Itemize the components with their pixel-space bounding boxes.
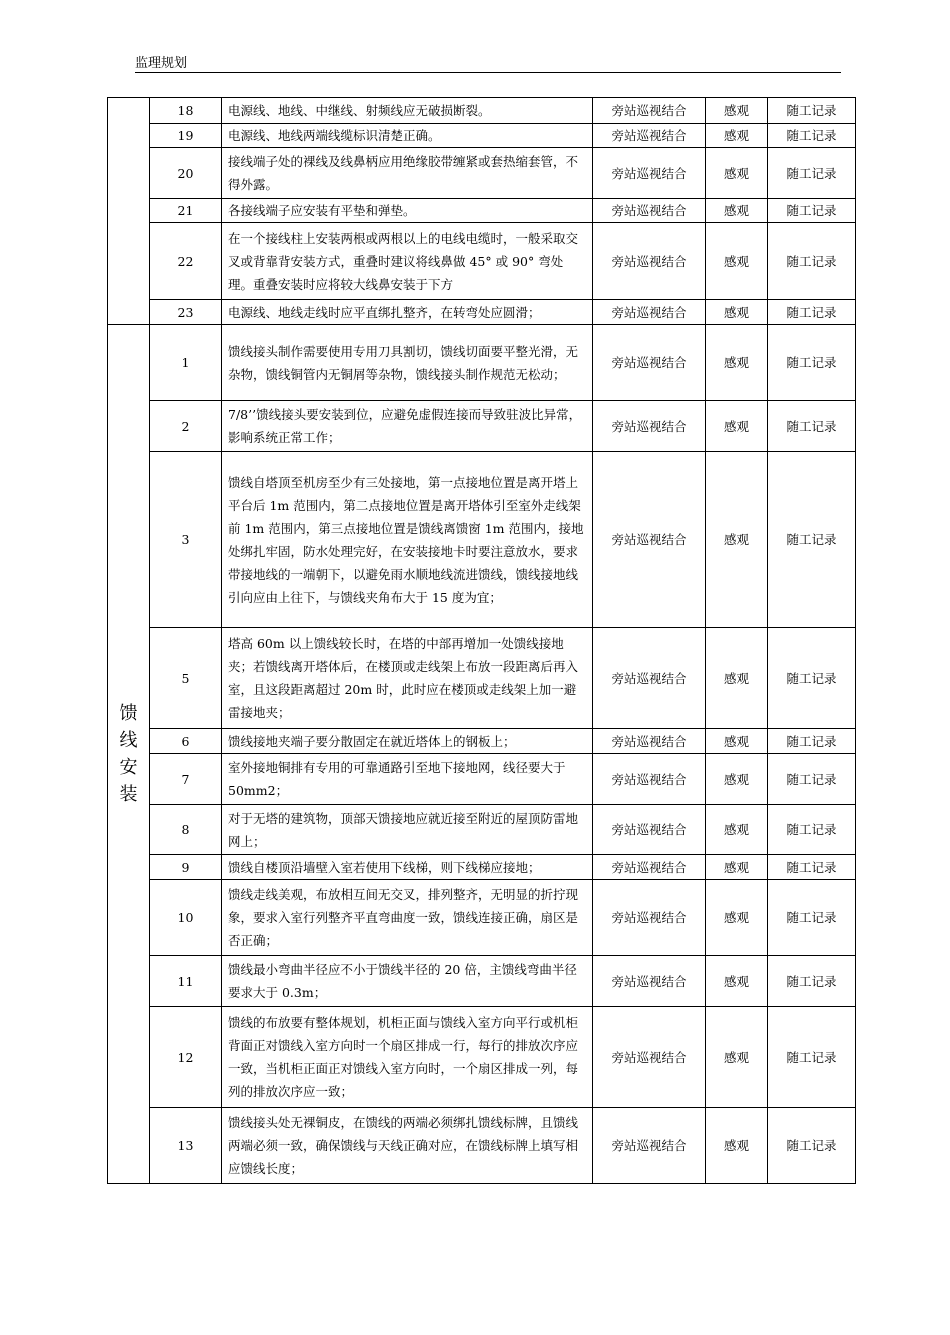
item-number: 18 bbox=[150, 98, 222, 124]
item-content: 馈线的布放要有整体规划，机柜正面与馈线入室方向平行或机柜背面正对馈线入室方向时一个扇区排成一行，每行的排放次序应一致，当机柜正面正对馈线入室方向时，一个扇区排成一列，每列的排放次序应一致； bbox=[222, 1007, 593, 1108]
table-row bbox=[108, 148, 856, 199]
item-content: 馈线自楼顶沿墙壁入室若使用下线梯，则下线梯应接地； bbox=[222, 855, 593, 880]
table-row bbox=[108, 124, 856, 148]
item-record: 随工记录 bbox=[768, 124, 856, 148]
category-cell-empty bbox=[108, 98, 150, 325]
item-record: 随工记录 bbox=[768, 300, 856, 325]
item-check: 感观 bbox=[706, 300, 768, 325]
item-check: 感观 bbox=[706, 729, 768, 754]
item-method: 旁站巡视结合 bbox=[593, 401, 706, 452]
item-number: 9 bbox=[150, 855, 222, 880]
item-method: 旁站巡视结合 bbox=[593, 452, 706, 628]
item-record: 随工记录 bbox=[768, 628, 856, 729]
table-row bbox=[108, 628, 856, 729]
item-number: 7 bbox=[150, 754, 222, 805]
item-method: 旁站巡视结合 bbox=[593, 98, 706, 124]
inspection-table bbox=[107, 97, 856, 1184]
item-record: 随工记录 bbox=[768, 401, 856, 452]
item-method: 旁站巡视结合 bbox=[593, 1108, 706, 1184]
item-method: 旁站巡视结合 bbox=[593, 754, 706, 805]
item-check: 感观 bbox=[706, 805, 768, 855]
table-row bbox=[108, 956, 856, 1007]
item-number: 2 bbox=[150, 401, 222, 452]
item-record: 随工记录 bbox=[768, 805, 856, 855]
item-method: 旁站巡视结合 bbox=[593, 199, 706, 223]
item-check: 感观 bbox=[706, 855, 768, 880]
item-number: 8 bbox=[150, 805, 222, 855]
item-method: 旁站巡视结合 bbox=[593, 325, 706, 401]
item-check: 感观 bbox=[706, 223, 768, 300]
table-row bbox=[108, 452, 856, 628]
item-check: 感观 bbox=[706, 124, 768, 148]
table-row bbox=[108, 98, 856, 124]
item-method: 旁站巡视结合 bbox=[593, 880, 706, 956]
item-method: 旁站巡视结合 bbox=[593, 855, 706, 880]
item-check: 感观 bbox=[706, 956, 768, 1007]
item-record: 随工记录 bbox=[768, 1108, 856, 1184]
item-content: 馈线接头处无裸铜皮，在馈线的两端必须绑扎馈线标牌，且馈线两端必须一致，确保馈线与天线正确对应，在馈线标牌上填写相应馈线长度； bbox=[222, 1108, 593, 1184]
item-record: 随工记录 bbox=[768, 452, 856, 628]
item-number: 11 bbox=[150, 956, 222, 1007]
table-row bbox=[108, 855, 856, 880]
item-record: 随工记录 bbox=[768, 148, 856, 199]
item-method: 旁站巡视结合 bbox=[593, 729, 706, 754]
item-content: 馈线走线美观，布放相互间无交叉，排列整齐，无明显的折拧现象，要求入室行列整齐平直弯曲度一致，馈线连接正确，扇区是否正确； bbox=[222, 880, 593, 956]
item-check: 感观 bbox=[706, 325, 768, 401]
item-method: 旁站巡视结合 bbox=[593, 300, 706, 325]
item-number: 5 bbox=[150, 628, 222, 729]
table-row bbox=[108, 805, 856, 855]
table-row bbox=[108, 223, 856, 300]
item-content: 各接线端子应安装有平垫和弹垫。 bbox=[222, 199, 593, 223]
item-record: 随工记录 bbox=[768, 754, 856, 805]
table-row bbox=[108, 300, 856, 325]
item-method: 旁站巡视结合 bbox=[593, 628, 706, 729]
item-method: 旁站巡视结合 bbox=[593, 956, 706, 1007]
item-content: 电源线、地线两端线缆标识清楚正确。 bbox=[222, 124, 593, 148]
item-check: 感观 bbox=[706, 628, 768, 729]
item-method: 旁站巡视结合 bbox=[593, 148, 706, 199]
category-cell bbox=[108, 325, 150, 1184]
item-content: 接线端子处的裸线及线鼻柄应用绝缘胶带缠紧或套热缩套管，不得外露。 bbox=[222, 148, 593, 199]
category-label: 馈 线 安 装 bbox=[119, 703, 138, 805]
item-check: 感观 bbox=[706, 1007, 768, 1108]
table-row bbox=[108, 754, 856, 805]
item-number: 12 bbox=[150, 1007, 222, 1108]
item-number: 10 bbox=[150, 880, 222, 956]
item-number: 20 bbox=[150, 148, 222, 199]
item-record: 随工记录 bbox=[768, 325, 856, 401]
table-row bbox=[108, 1007, 856, 1108]
item-record: 随工记录 bbox=[768, 855, 856, 880]
item-check: 感观 bbox=[706, 452, 768, 628]
item-number: 13 bbox=[150, 1108, 222, 1184]
item-content: 馈线自塔顶至机房至少有三处接地，第一点接地位置是离开塔上平台后 1m 范围内，第二点接地位置是离开塔体引至室外走线架前 1m 范围内，第三点接地位置是馈线离馈窗 1m 范围内，接地处绑扎牢固，防水处理完好，在安装接地卡时要注意放水，要求带接地线的一端朝下，以避免雨水顺地线流进馈线，馈线接地线引向应由上往下，与馈线夹角布大于 15 度为宜； bbox=[222, 452, 593, 628]
item-number: 23 bbox=[150, 300, 222, 325]
item-content: 馈线接地夹端子要分散固定在就近塔体上的钢板上； bbox=[222, 729, 593, 754]
page-header-title: 监理规划 bbox=[135, 56, 188, 71]
item-check: 感观 bbox=[706, 1108, 768, 1184]
item-method: 旁站巡视结合 bbox=[593, 124, 706, 148]
item-number: 21 bbox=[150, 199, 222, 223]
item-method: 旁站巡视结合 bbox=[593, 805, 706, 855]
item-check: 感观 bbox=[706, 148, 768, 199]
table-row bbox=[108, 1108, 856, 1184]
table-row bbox=[108, 880, 856, 956]
item-number: 22 bbox=[150, 223, 222, 300]
item-record: 随工记录 bbox=[768, 956, 856, 1007]
item-check: 感观 bbox=[706, 199, 768, 223]
item-content: 电源线、地线走线时应平直绑扎整齐，在转弯处应圆滑； bbox=[222, 300, 593, 325]
item-method: 旁站巡视结合 bbox=[593, 223, 706, 300]
item-content: 在一个接线柱上安装两根或两根以上的电线电缆时，一般采取交叉或背靠背安装方式，重叠时建议将线鼻做 45° 或 90° 弯处理。重叠安装时应将较大线鼻安装于下方 bbox=[222, 223, 593, 300]
item-record: 随工记录 bbox=[768, 223, 856, 300]
item-method: 旁站巡视结合 bbox=[593, 1007, 706, 1108]
table-row bbox=[108, 325, 856, 401]
item-record: 随工记录 bbox=[768, 1007, 856, 1108]
item-number: 1 bbox=[150, 325, 222, 401]
item-content: 室外接地铜排有专用的可靠通路引至地下接地网，线径要大于 50mm2； bbox=[222, 754, 593, 805]
item-content: 电源线、地线、中继线、射频线应无破损断裂。 bbox=[222, 98, 593, 124]
header-divider bbox=[135, 72, 841, 73]
item-content: 7/8’’馈线接头要安装到位，应避免虚假连接而导致驻波比异常，影响系统正常工作； bbox=[222, 401, 593, 452]
item-content: 馈线接头制作需要使用专用刀具割切，馈线切面要平整光滑，无杂物，馈线铜管内无铜屑等杂物，馈线接头制作规范无松动； bbox=[222, 325, 593, 401]
item-number: 3 bbox=[150, 452, 222, 628]
item-record: 随工记录 bbox=[768, 880, 856, 956]
item-content: 塔高 60m 以上馈线较长时，在塔的中部再增加一处馈线接地夹；若馈线离开塔体后，在楼顶或走线架上布放一段距离后再入室，且这段距离超过 20m 时，此时应在楼顶或走线架上加一避雷接地夹； bbox=[222, 628, 593, 729]
table-row bbox=[108, 199, 856, 223]
item-check: 感观 bbox=[706, 401, 768, 452]
item-check: 感观 bbox=[706, 98, 768, 124]
item-content: 馈线最小弯曲半径应不小于馈线半径的 20 倍，主馈线弯曲半径要求大于 0.3m； bbox=[222, 956, 593, 1007]
table-row bbox=[108, 729, 856, 754]
item-record: 随工记录 bbox=[768, 98, 856, 124]
table-row bbox=[108, 401, 856, 452]
item-check: 感观 bbox=[706, 880, 768, 956]
item-record: 随工记录 bbox=[768, 199, 856, 223]
item-content: 对于无塔的建筑物，顶部天馈接地应就近接至附近的屋顶防雷地网上； bbox=[222, 805, 593, 855]
item-number: 6 bbox=[150, 729, 222, 754]
item-number: 19 bbox=[150, 124, 222, 148]
item-record: 随工记录 bbox=[768, 729, 856, 754]
item-check: 感观 bbox=[706, 754, 768, 805]
